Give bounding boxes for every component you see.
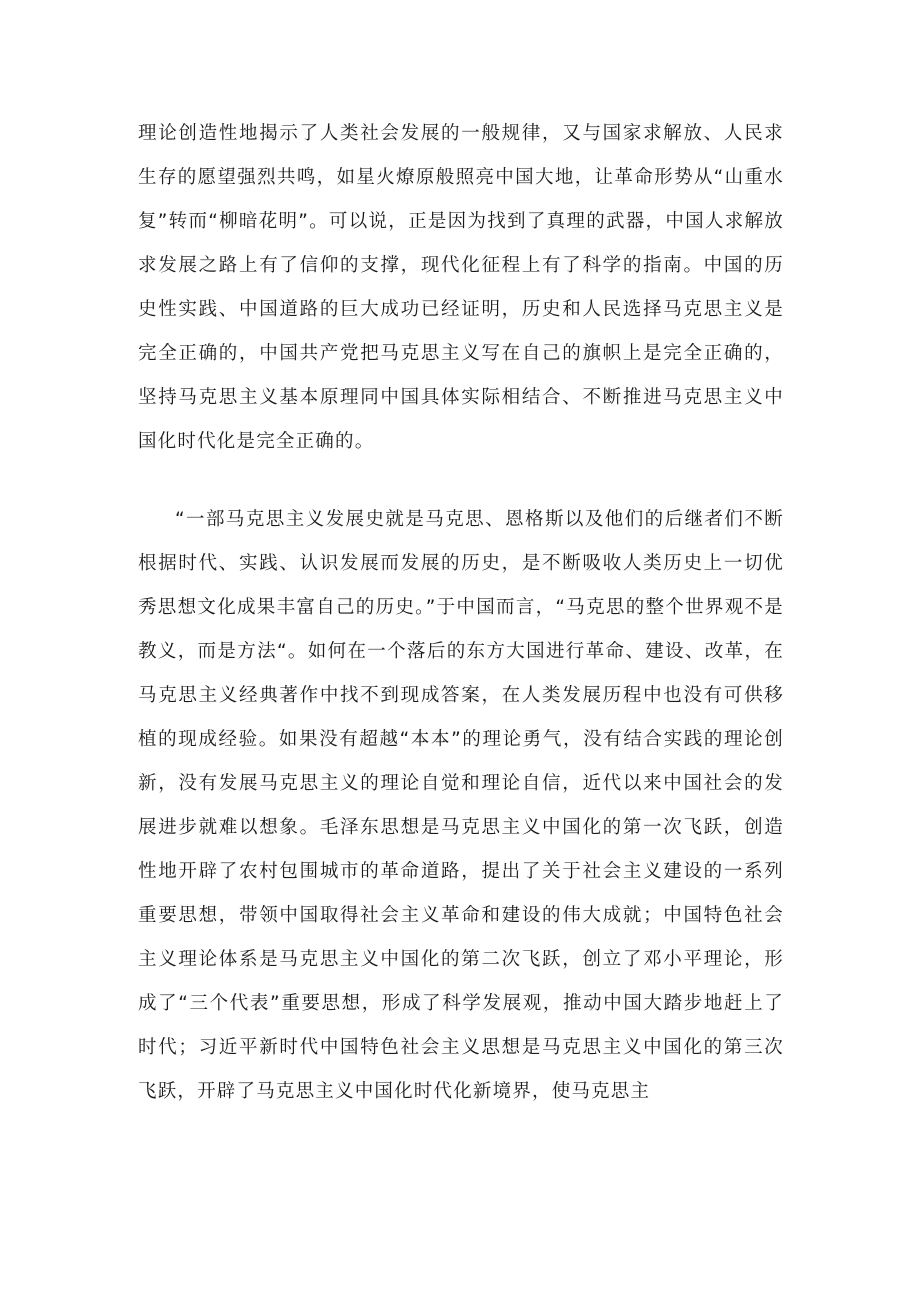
paragraph-continued: 理论创造性地揭示了人类社会发展的一般规律，又与国家求解放、人民求生存的愿望强烈共鸣，如星火燎原般照亮中国大地，让革命形势从“山重水复”转而“柳暗花明”。可以说，正是因为找到了真理的武器，中国人求解放求发展之路上有了信仰的支撑，现代化征程上有了科学的指南。中国的历史性实践、中国道路的巨大成功已经证明，历史和人民选择马克思主义是完全正确的，中国共产党把马克思主义写在自己的旗帜上是完全正确的，坚持马克思主义基本原理同中国具体实际相结合、不断推进马克思主义中国化时代化是完全正确的。 [138,123,784,452]
document-page [138,112,784,1114]
paragraph-quote-marxism-history: “一部马克思主义发展史就是马克思、恩格斯以及他们的后继者们不断根据时代、实践、认识发展而发展的历史，是不断吸收人类历史上一切优秀思想文化成果丰富自己的历史。”于中国而言，“马克思的整个世界观不是教义，而是方法“。如何在一个落后的东方大国进行革命、建设、改革，在马克思主义经典著作中找不到现成答案，在人类发展历程中也没有可供移植的现成经验。如果没有超越“本本”的理论勇气，没有结合实践的理论创新，没有发展马克思主义的理论自觉和理论自信，近代以来中国社会的发展进步就难以想象。毛泽东思想是马克思主义中国化的第一次飞跃，创造性地开辟了农村包围城市的革命道路，提出了关于社会主义建设的一系列重要思想，带领中国取得社会主义革命和建设的伟大成就；中国特色社会主义理论体系是马克思主义中国化的第二次飞跃，创立了邓小平理论，形成了“三个代表”重要思想，形成了科学发展观，推动中国大踏步地赶上了时代；习近平新时代中国特色社会主义思想是马克思主义中国化的第三次飞跃，开辟了马克思主义中国化时代化新境界，使马克思主 [138,509,784,1102]
